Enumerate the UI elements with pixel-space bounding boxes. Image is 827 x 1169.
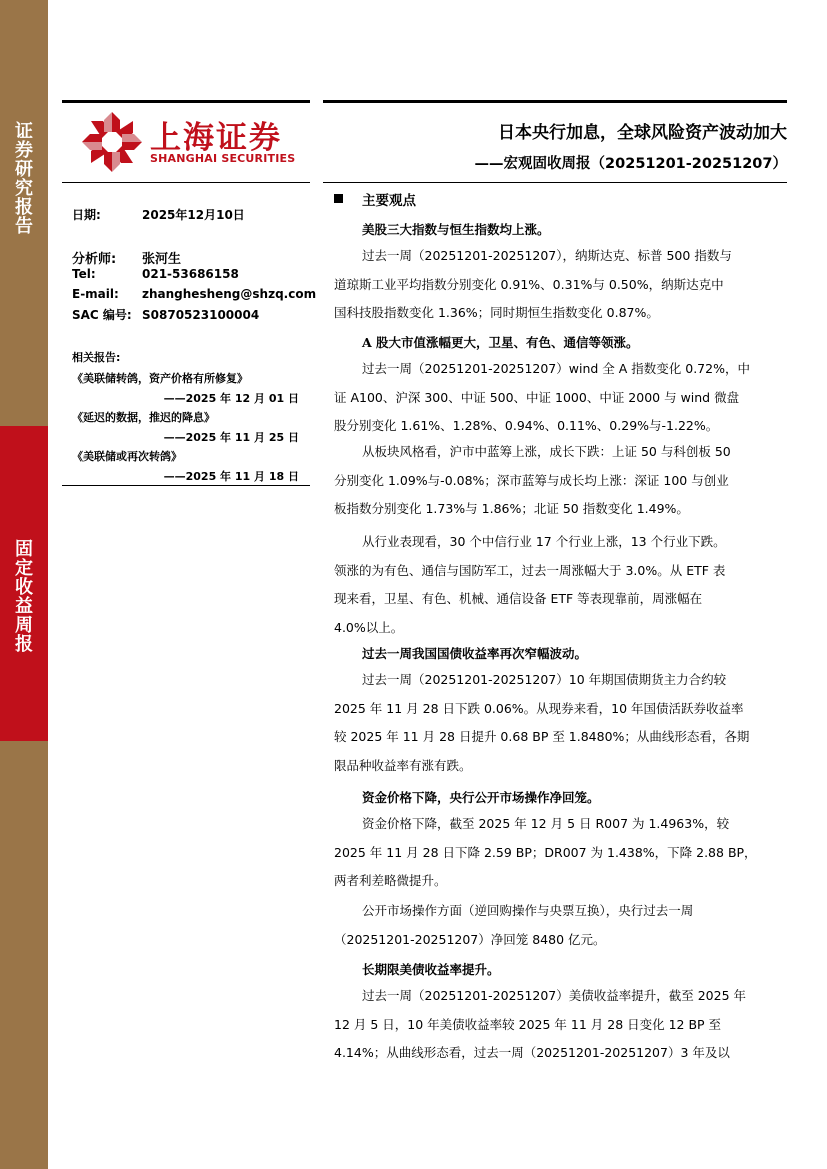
paragraph-line: 现来看，卫星、有色、机械、通信设备 ETF 等表现靠前，周涨幅在	[334, 591, 703, 606]
related-divider	[62, 485, 310, 486]
paragraph-line: 公开市场操作方面（逆回购操作与央票互换），央行过去一周	[362, 903, 694, 918]
related-report-title[interactable]: 《美联储转鸽，资产价格有所修复》	[72, 372, 248, 385]
shanghai-securities-logo-icon	[80, 110, 144, 174]
related-report-title[interactable]: 《美联储或再次转鸽》	[72, 450, 182, 463]
meta-date-value: 2025年12月10日	[142, 208, 245, 222]
meta-tel-label: Tel:	[72, 267, 96, 281]
meta-analyst-value: 张河生	[142, 252, 182, 267]
paragraph-line: 过去一周（20251201-20251207）wind 全 A 指数变化 0.72%，中	[362, 361, 750, 376]
related-reports-title: 相关报告:	[72, 351, 121, 364]
meta-email	[72, 287, 316, 301]
paragraph-line: 4.14%；从曲线形态看，过去一周（20251201-20251207）3 年及以	[334, 1045, 730, 1060]
meta-analyst-label: 分析师:	[72, 252, 117, 267]
paragraph-line: 过去一周（20251201-20251207），纳斯达克、标普 500 指数与	[362, 248, 732, 263]
paragraph-line: 从行业表现看，30 个中信行业 17 个行业上涨，13 个行业下跌。	[362, 534, 726, 549]
sidebar-report-category: 固 定 收 益 周 报	[15, 539, 33, 655]
related-report-date: ——2025 年 12 月 01 日	[163, 392, 299, 405]
section-bullet-icon	[334, 194, 343, 203]
meta-email-label: E-mail:	[72, 287, 119, 301]
paragraph-line: 4.0%以上。	[334, 619, 404, 635]
header-rule-right	[323, 100, 787, 103]
paragraph-line: 板指数分别变化 1.73%与 1.86%；北证 50 指数变化 1.49%。	[334, 501, 689, 516]
meta-email-value[interactable]: zhanghesheng@shzq.com	[142, 287, 317, 301]
brand-name-en: SHANGHAI SECURITIES	[150, 152, 296, 165]
point-heading: 美股三大指数与恒生指数均上涨。	[362, 222, 550, 237]
meta-sac-label: SAC 编号:	[72, 308, 132, 322]
paragraph-line: 道琼斯工业平均指数分别变化 0.91%、0.31%与 0.50%，纳斯达克中	[334, 276, 724, 292]
paragraph-line: 分别变化 1.09%与-0.08%；深市蓝筹与成长均上涨：深证 100 与创业	[334, 472, 729, 488]
point-heading: A 股大市值涨幅更大，卫星、有色、通信等领涨。	[362, 335, 639, 350]
paragraph-line: 从板块风格看，沪市中蓝筹上涨，成长下跌：上证 50 与科创板 50	[362, 444, 731, 459]
header-rule-left	[62, 100, 310, 103]
header-divider-right	[323, 182, 787, 183]
paragraph-line: 证 A100、沪深 300、中证 500、中证 1000、中证 2000 与 wind 微盘	[334, 389, 740, 405]
meta-date-label: 日期:	[72, 208, 101, 222]
paragraph-line: （20251201-20251207）净回笼 8480 亿元。	[334, 931, 606, 947]
paragraph-line: 过去一周（20251201-20251207）美债收益率提升，截至 2025 年	[362, 988, 747, 1003]
point-heading: 过去一周我国国债收益率再次窄幅波动。	[362, 646, 588, 661]
paragraph-line: 2025 年 11 月 28 日下降 2.59 BP；DR007 为 1.438%，下降 2.88 BP，	[334, 844, 757, 860]
paragraph-line: 12 月 5 日，10 年美债收益率较 2025 年 11 月 28 日变化 12 BP 至	[334, 1016, 722, 1032]
paragraph-line: 领涨的为有色、通信与国防军工，过去一周涨幅大于 3.0%。从 ETF 表	[334, 562, 726, 578]
sidebar-report-type: 证 券 研 究 报 告	[15, 121, 33, 237]
paragraph-line: 限品种收益率有涨有跌。	[334, 757, 472, 773]
point-heading: 长期限美债收益率提升。	[362, 962, 500, 977]
paragraph-line: 国科技股指数变化 1.36%；同时期恒生指数变化 0.87%。	[334, 305, 659, 320]
meta-sac-value: S0870523100004	[142, 308, 260, 322]
section-title: 主要观点	[362, 193, 416, 209]
report-subtitle: ——宏观固收周报（20251201-20251207）	[474, 156, 787, 172]
paragraph-line: 2025 年 11 月 28 日下跌 0.06%。从现券来看，10 年国债活跃券收益率	[334, 700, 744, 716]
report-title: 日本央行加息，全球风险资产波动加大	[498, 123, 787, 143]
point-heading: 资金价格下降，央行公开市场操作净回笼。	[362, 790, 600, 805]
header-divider-left	[62, 182, 310, 183]
paragraph-line: 过去一周（20251201-20251207）10 年期国债期货主力合约较	[362, 672, 727, 687]
meta-tel	[72, 267, 239, 281]
related-report-title[interactable]: 《延迟的数据，推迟的降息》	[72, 411, 215, 424]
meta-sac	[72, 306, 259, 323]
paragraph-line: 资金价格下降，截至 2025 年 12 月 5 日 R007 为 1.4963%，较	[362, 816, 730, 831]
related-report-date: ——2025 年 11 月 25 日	[163, 431, 299, 444]
paragraph-line: 股分别变化 1.61%、1.28%、0.94%、0.11%、0.29%与-1.22%。	[334, 418, 719, 433]
paragraph-line: 两者利差略微提升。	[334, 873, 447, 888]
related-report-date: ——2025 年 11 月 18 日	[163, 470, 299, 483]
paragraph-line: 较 2025 年 11 月 28 日提升 0.68 BP 至 1.8480%；从曲线形态看，各期	[334, 729, 750, 744]
meta-date	[72, 206, 245, 223]
meta-analyst	[72, 248, 181, 267]
brand-name-cn: 上海证券	[150, 120, 282, 156]
sidebar-bottom-band	[0, 741, 48, 1169]
meta-tel-value: 021-53686158	[142, 267, 239, 281]
